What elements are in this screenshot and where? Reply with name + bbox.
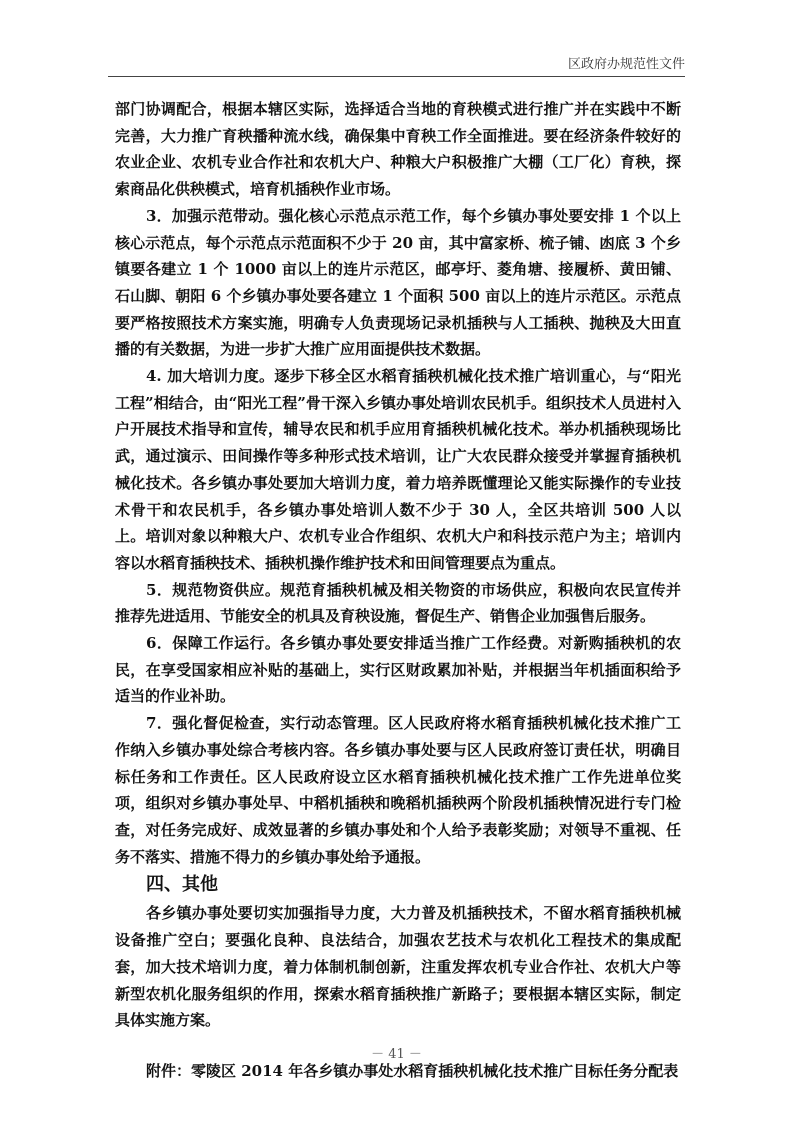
paragraph-seedling-promotion: 部门协调配合，根据本辖区实际，选择适合当地的育秧模式进行推广并在实践中不断完善，大力推广育秧播种流水线，确保集中育秧工作全面推进。要在经济条件较好的农业企业、农机专业合作社和农机大户、种粮大户积极推广大棚（工厂化）育秧，探索商品化供秧模式，培育机插秧作业市场。 <box>115 100 681 199</box>
paragraph-supply: 5．规范物资供应。规范育插秧机械及相关物资的市场供应，积极向农民宣传并推荐先进适用、节能安全的机具及育秧设施，督促生产、销售企业加强售后服务。 <box>115 580 681 626</box>
section-heading-other: 四、其他 <box>146 874 218 896</box>
paragraph-supervision: 7．强化督促检查，实行动态管理。区人民政府将水稻育插秧机械化技术推广工作纳入乡镇办事处综合考核内容。各乡镇办事处要与区人民政府签订责任状，明确目标任务和工作责任。区人民政府设立区水稻育插秧机械化技术推广工作先进单位奖项，组织对乡镇办事处早、中稻机插秧和晚稻机插秧两个阶段机插秧情况进行专门检查，对任务完成好、成效显著的乡镇办事处和个人给予表彰奖励；对领导不重视、任务不落实、措施不得力的乡镇办事处给予通报。 <box>115 714 681 866</box>
paragraph-demonstration: 3．加强示范带动。强化核心示范点示范工作，每个乡镇办事处要安排 1 个以上核心示范点，每个示范点示范面积不少于 20 亩，其中富家桥、梳子铺、凼底 3 个乡镇要各建立 1 个 1000 亩以上的连片示范区，邮亭圩、菱角塘、接履桥、黄田铺、石山脚、朝阳 6 个乡镇办事处要各建立 1 个面积 500 亩以上的连片示范区。示范点要严格按照技术方案实施，明确专人负责现场记录机插秧与人工插秧、抛秧及大田直播的有关数据，为进一步扩大推广应用面提供技术数据。 <box>115 206 681 359</box>
paragraph-operation: 6．保障工作运行。各乡镇办事处要安排适当推广工作经费。对新购插秧机的农民，在享受国家相应补贴的基础上，实行区财政累加补贴，并根据当年机插面积给予适当的作业补助。 <box>115 634 681 706</box>
document-body <box>115 96 681 1084</box>
paragraph-training: 4. 加大培训力度。逐步下移全区水稻育插秧机械化技术推广培训重心，与“阳光工程”相结合，由“阳光工程”骨干深入乡镇办事处培训农民机手。组织技术人员进村入户开展技术指导和宣传，辅导农民和机手应用育插秧机械化技术。举办机插秧现场比武，通过演示、田间操作等多种形式技术培训，让广大农民群众接受并掌握育插秧机械化技术。各乡镇办事处要加大培训力度，着力培养既懂理论又能实际操作的专业技术骨干和农民机手，各乡镇办事处培训人数不少于 30 人，全区共培训 500 人以上。培训对象以种粮大户、农机专业合作组织、农机大户和科技示范户为主；培训内容以水稻育插秧技术、插秧机操作维护技术和田间管理要点为重点。 <box>115 367 681 572</box>
header-divider <box>108 76 685 77</box>
running-header: 区政府办规范性文件 <box>567 57 685 72</box>
appendix-note: 附件：零陵区 2014 年各乡镇办事处水稻育插秧机械化技术推广目标任务分配表 <box>146 1061 679 1080</box>
paragraph-other: 各乡镇办事处要切实加强指导力度，大力普及机插秧技术，不留水稻育插秧机械设备推广空白；要强化良种、良法结合，加强农艺技术与农机化工程技术的集成配套，加大技术培训力度，着力体制机制创新，注重发挥农机专业合作社、农机大户等新型农机化服务组织的作用，探索水稻育插秧推广新路子；要根据本辖区实际，制定具体实施方案。 <box>115 904 681 1030</box>
page-number: － 41 － <box>371 1047 422 1062</box>
